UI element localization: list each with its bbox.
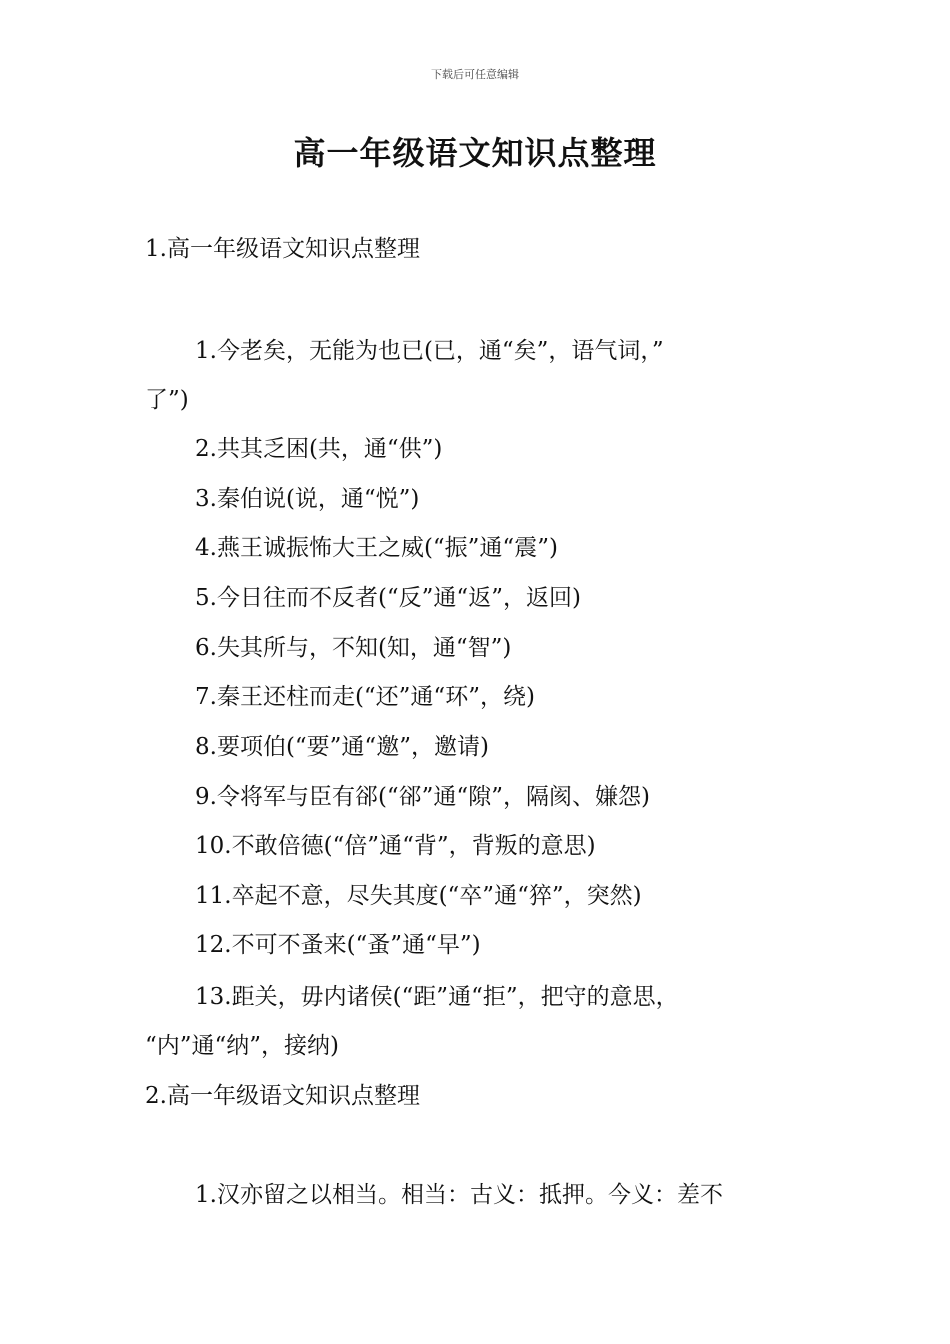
list-item: 5.今日往而不反者(“反”通“返”，返回): [195, 585, 581, 611]
list-item: 7.秦王还柱而走(“还”通“环”，绕): [195, 684, 535, 710]
list-item: 10.不敢倍德(“倍”通“背”，背叛的意思): [195, 833, 596, 859]
list-item: 1.汉亦留之以相当。相当：古义：抵押。今义：差不: [195, 1182, 723, 1208]
header-note: 下载后可任意编辑: [431, 68, 519, 81]
list-item: 13.距关，毋内诸侯(“距”通“拒”，把守的意思，: [195, 984, 679, 1010]
section-heading: 2.高一年级语文知识点整理: [145, 1083, 420, 1109]
list-item: 9.令将军与臣有郤(“郤”通“隙”，隔阂、嫌怨): [195, 784, 650, 810]
list-item: 3.秦伯说(说，通“悦”): [195, 486, 420, 512]
list-item: 1.今老矣，无能为也已(已，通“矣”，语气词，”: [195, 338, 664, 364]
list-item: 11.卒起不意，尽失其度(“卒”通“猝”，突然): [195, 883, 642, 909]
list-item-continuation: “内”通“纳”，接纳): [145, 1033, 340, 1059]
list-item-continuation: 了”): [145, 387, 189, 413]
list-item: 12.不可不蚤来(“蚤”通“早”): [195, 932, 481, 958]
document-title: 高一年级语文知识点整理: [293, 134, 657, 172]
list-item: 4.燕王诚振怖大王之威(“振”通“震”): [195, 535, 558, 561]
list-item: 8.要项伯(“要”通“邀”，邀请): [195, 734, 489, 760]
section-heading: 1.高一年级语文知识点整理: [145, 236, 420, 262]
list-item: 6.失其所与，不知(知，通“智”): [195, 635, 512, 661]
list-item: 2.共其乏困(共，通“供”): [195, 436, 443, 462]
